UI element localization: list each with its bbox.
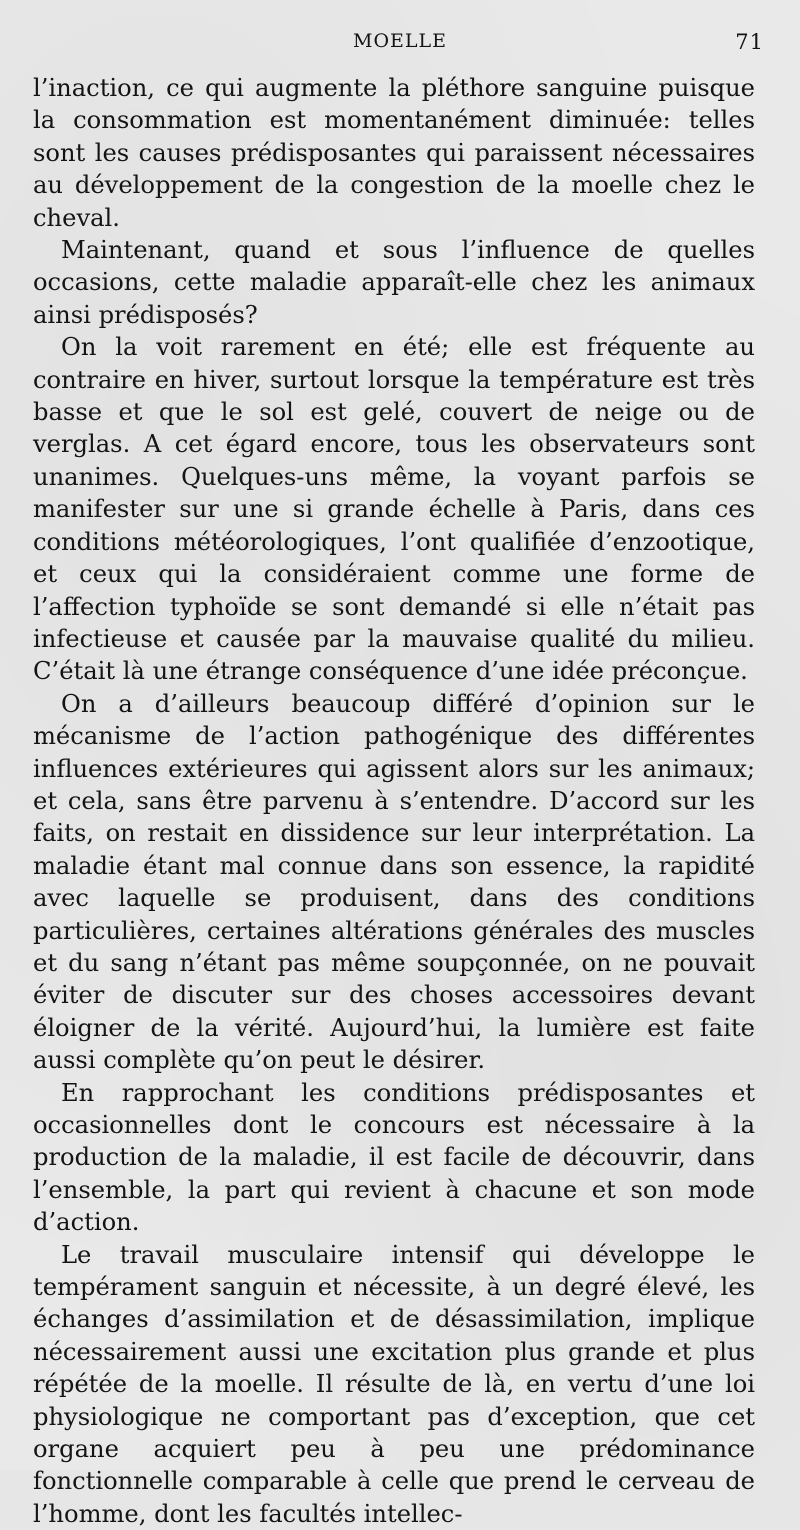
page-number: 71 [735,30,764,54]
paragraph: On la voit rarement en été; elle est fréquente au contraire en hiver, surtout lorsque la température est très basse et que le sol est gelé, couvert de neige ou de verglas. A cet égard encore, tous les observateurs sont unanimes. Quelques-uns même, la voyant parfois se manifester sur une si grande échelle à Paris, dans ces conditions météorologiques, l’ont qualifiée d’enzootique, et ceux qui la considéraient comme une forme de l’affection typhoïde se sont demandé si elle n’était pas infectieuse et causée par la mauvaise qualité du milieu. C’était là une étrange conséquence d’une idée préconçue. [33,333,755,686]
paragraph-continuation: l’inaction, ce qui augmente la pléthore sanguine puisque la consommation est momentanément diminuée: telles sont les causes prédisposantes qui paraissent nécessaires au développement de la congestion de la moelle chez le cheval. [33,74,755,232]
page-header [30,30,770,62]
paragraph: En rapprochant les conditions prédisposantes et occasionnelles dont le concours est nécessaire à la production de la maladie, il est facile de découvrir, dans l’ensemble, la part qui revient à chacune et son mode d’action. [33,1078,755,1237]
paragraph: On a d’ailleurs beaucoup différé d’opinion sur le mécanisme de l’action pathogénique des différentes influences extérieures qui agissent alors sur les animaux; et cela, sans être parvenu à s’entendre. D’accord sur les faits, on restait en dissidence sur leur interprétation. La maladie étant mal connue dans son essence, la rapidité avec laquelle se produisent, dans des conditions particulières, certaines altérations générales des muscles et du sang n’étant pas même soupçonnée, on ne pouvait éviter de discuter sur des choses accessoires devant éloigner de la vérité. Aujourd’hui, la lumière est faite aussi complète qu’on peut le désirer. [33,689,755,1075]
paragraph: Le travail musculaire intensif qui développe le tempérament sanguin et nécessite, à un degré élevé, les échanges d’assimilation et de désassimilation, implique nécessairement aussi une excitation plus grande et plus répétée de la moelle. Il résulte de là, en vertu d’une loi physiologique ne comportant pas d’exception, que cet organe acquiert peu à peu une prédominance fonctionnelle comparable à celle que prend le cerveau de l’homme, dont les facultés intellec- [33,1240,755,1528]
page-body [33,72,755,1530]
paragraph: Maintenant, quand et sous l’influence de quelles occasions, cette maladie apparaît-elle chez les animaux ainsi prédisposés? [33,236,755,329]
running-head: MOELLE [352,30,447,52]
